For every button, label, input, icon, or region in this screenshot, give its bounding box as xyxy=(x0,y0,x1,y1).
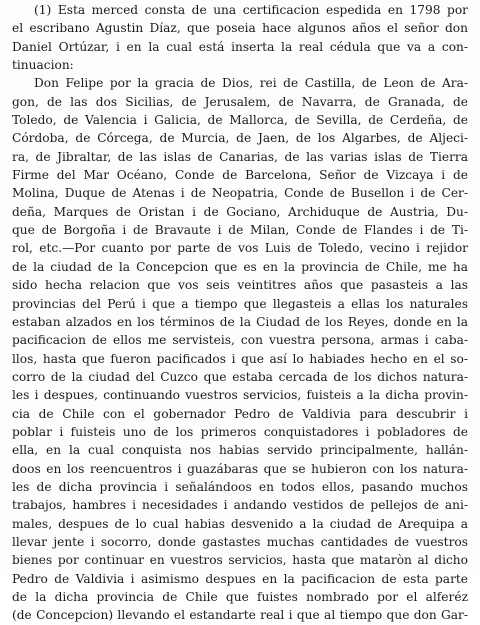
text-line: Molina, Duque de Atenas i de Neopatria, Conde de Busellon i de Cer- xyxy=(12,186,468,201)
text-line: les de dicha provincia i señalándoos en todos ellos, pasando muchos xyxy=(12,479,468,494)
text-line: ella, en la cual conquista nos habias servido principalmente, hallán- xyxy=(12,443,468,458)
text-line: deña, Marques de Oristan i de Gociano, Archiduque de Austria, Du- xyxy=(12,204,468,219)
text-line: rol, etc.—Por cuanto por parte de vos Luis de Toledo, vecino i rejidor xyxy=(12,241,468,256)
text-line: Córdoba, de Córcega, de Murcia, de Jaen, de los Algarbes, de Aljeci- xyxy=(12,131,468,146)
text-line: Firme del Mar Océano, Conde de Barcelona, Señor de Vizcaya i de xyxy=(12,168,468,183)
text-line: cia de Chile con el gobernador Pedro de Valdivia para descubrir i xyxy=(12,406,468,421)
text-line: estaban alzados en los términos de la Ciudad de los Reyes, donde en la xyxy=(12,314,468,329)
text-line: doos en los reencuentros i guazábaras que se hubieron con los natura- xyxy=(12,461,468,476)
text-line: llevar jente i socorro, donde gastastes muchas cantidades de vuestros xyxy=(12,534,468,549)
footnote-paragraph xyxy=(12,1,468,74)
text-line: de la dicha provincia de Chile que fuistes nombrado por el alferéz xyxy=(12,590,468,604)
text-line: Toledo, de Valencia i Galicia, de Mallorca, de Sevilla, de Cerdeña, de xyxy=(12,113,468,128)
text-line: les i despues, continuando vuestros servicios, fuisteis a la dicha provin- xyxy=(12,388,468,403)
text-line: llos, hasta que fueron pacificados i que así lo habiades hecho en el so- xyxy=(12,351,468,366)
text-line: de la ciudad de la Concepcion que es en la provincia de Chile, me ha xyxy=(12,259,468,274)
text-line: tinuacion: xyxy=(12,58,74,73)
document-text xyxy=(12,1,468,625)
text-line: trabajos, hambres i necesidades i andando vestidos de pellejos de ani- xyxy=(12,498,468,513)
text-line: corro de la ciudad del Cuzco que estaba cercada de los dichos natura- xyxy=(12,369,468,384)
text-line: Daniel Ortúzar, i en la cual está inserta la real cédula que va a con- xyxy=(12,39,468,54)
text-line: gon, de las dos Sicilias, de Jerusalem, de Navarra, de Granada, de xyxy=(12,94,468,109)
text-line: (1) Esta merced consta de una certificacion espedida en 1798 por xyxy=(34,3,468,17)
text-line: males, despues de lo cual habias desvenido a la ciudad de Arequipa a xyxy=(12,516,468,531)
text-line: (de Concepcion) llevando el estandarte real i que al tiempo que don Gar- xyxy=(12,608,468,623)
text-line: sido hecha relacion que vos seis veintitres años que pasasteis a las xyxy=(12,278,468,293)
text-line: ra, de Jibraltar, de las islas de Canarias, de las varias islas de Tierra xyxy=(12,149,468,164)
text-line: provincias del Perú i que a tiempo que llegasteis a ellas los naturales xyxy=(12,296,468,311)
text-line: bienes por continuar en vuestros servicios, hasta que mataròn al dicho xyxy=(12,553,468,568)
text-line: el escribano Agustin Díaz, que poseia hace algunos años el señor don xyxy=(12,21,468,36)
text-line: Don Felipe por la gracia de Dios, rei de Castilla, de Leon de Ara- xyxy=(34,76,468,91)
text-line: Pedro de Valdivia i asimismo despues en la pacificacion de esta parte xyxy=(12,571,468,586)
cedula-paragraph xyxy=(12,74,468,624)
text-line: poblar i fuisteis uno de los primeros conquistadores i pobladores de xyxy=(12,424,468,439)
text-line: que de Borgoña i de Bravaute i de Milan, Conde de Flandes i de Ti- xyxy=(12,223,468,238)
text-line: pacificacion de ellos me servisteis, con vuestra persona, armas i caba- xyxy=(12,333,468,348)
